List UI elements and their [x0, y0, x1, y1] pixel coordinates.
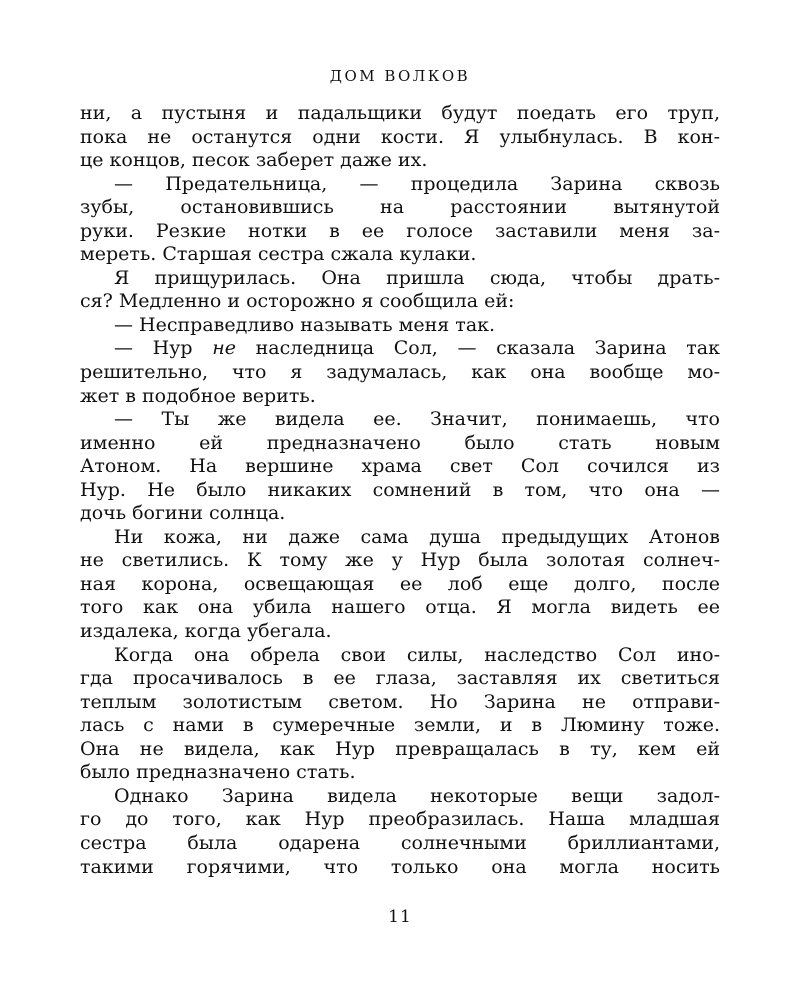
text-line: Она не видела, как Нур превращалась в ту, кем ей [80, 737, 720, 760]
text-line: Ни кожа, ни даже сама душа предыдущих Атонов [114, 525, 720, 548]
text-line: гда просачивалось в ее глаза, заставляя их светиться [80, 667, 720, 690]
text-line: руки. Резкие нотки в ее голосе заставили меня за- [80, 219, 720, 242]
page-number: 11 [388, 907, 412, 927]
text-line: мереть. Старшая сестра сжала кулаки. [80, 243, 477, 266]
text-line: жет в подобное верить. [80, 384, 316, 407]
text-line: дочь богини солнца. [80, 502, 286, 525]
text-line: сестра была одарена солнечными бриллиантами, [80, 831, 720, 854]
text-line: — Ты же видела ее. Значит, понимаешь, что [114, 408, 720, 431]
text-line: лась с нами в сумеречные земли, и в Люмину тоже. [80, 714, 720, 737]
text-line: го до того, как Нур преобразилась. Наша младшая [80, 808, 720, 831]
text-line: именно ей предназначено было стать новым [80, 431, 720, 454]
text-line: ни, а пустыня и падальщики будут поедать его труп, [80, 102, 720, 124]
text-line: теплым золотистым светом. Но Зарина не отправи- [80, 690, 720, 713]
text-line: пока не останутся одни кости. Я улыбнулась. В кон- [80, 125, 720, 148]
text-line: — Предательница, — процедила Зарина сквозь [114, 172, 720, 195]
text-line: было предназначено стать. [80, 761, 356, 784]
text-line: Атоном. На вершине храма свет Сол сочился из [80, 455, 720, 478]
body-text [80, 102, 720, 879]
text-line: издалека, когда убегала. [80, 620, 332, 643]
text-line: це концов, песок заберет даже их. [80, 149, 428, 172]
text-line: Однако Зарина видела некоторые вещи задол- [114, 784, 720, 807]
line-rest: наследница Сол, — сказала Зарина так [235, 337, 720, 360]
text-line: Нур. Не было никаких сомнений в том, что она — [80, 478, 720, 501]
text-line: того как она убила нашего отца. Я могла видеть ее [80, 596, 720, 619]
italic-emphasis: не [212, 337, 236, 360]
text-line: ся? Медленно и осторожно я сообщила ей: [80, 290, 515, 313]
dialogue-dash: — Нур [114, 337, 213, 360]
running-head: ДОМ ВОЛКОВ [329, 67, 471, 85]
text-line: такими горячими, что только она могла носить [80, 855, 720, 878]
text-line: не светились. К тому же у Нур была золотая солнеч- [80, 549, 720, 572]
text-line: решительно, что я задумалась, как она вообще мо- [80, 361, 720, 384]
text-line: ная корона, освещающая ее лоб еще долго, после [80, 572, 720, 595]
text-line: — Несправедливо называть меня так. [114, 313, 496, 336]
text-line: зубы, остановившись на расстоянии вытянутой [80, 196, 720, 219]
text-line-with-italic [80, 337, 720, 361]
text-line: Я прищурилась. Она пришла сюда, чтобы драть- [114, 266, 720, 289]
text-line: Когда она обрела свои силы, наследство Сол ино- [114, 643, 720, 666]
